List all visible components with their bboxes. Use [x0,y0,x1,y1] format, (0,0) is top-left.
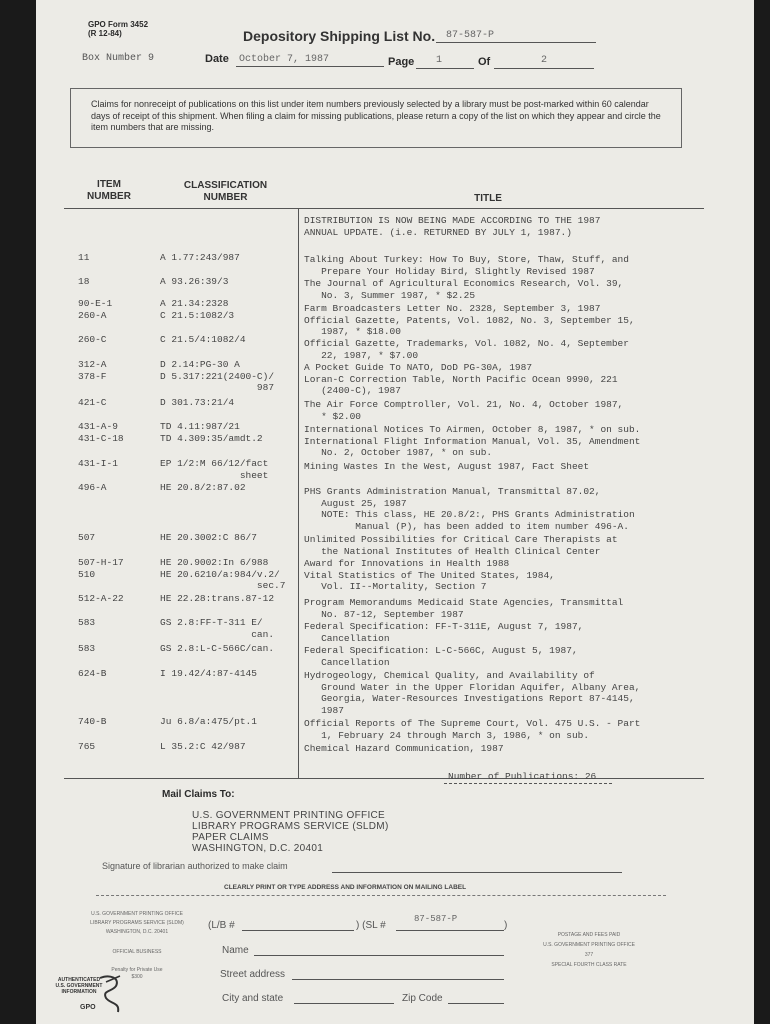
lb-label: (L/B # [208,920,235,931]
gpo-eagle-icon [94,972,130,1018]
page-title: Depository Shipping List No. [243,28,436,44]
row-item: 260-C [78,334,107,345]
cut-line [96,895,666,896]
row-item: 507-H-17 510 [78,557,124,580]
row-class: HE 20.9002:In 6/988 HE 20.6210/a:984/v.2/ sec.7 [160,557,286,591]
row-title: Chemical Hazard Communication, 1987 [304,743,504,754]
street-label: Street address [220,969,286,980]
row-class: C 21.5/4:1082/4 [160,334,246,345]
row-class: D 301.73:21/4 [160,397,235,408]
date-label: Date [205,53,229,65]
row-item: 431-A-9 431-C-18 [78,421,124,444]
row-title: Federal Specification: FF-T-311E, August 7, 1987, Cancellation [304,621,584,644]
row-item: 507 [78,532,96,543]
row-item: 740-B [78,716,107,727]
list-number: 87-587-P [446,30,495,41]
row-item: 583 [78,643,96,654]
postage-indicia: POSTAGE AND FEES PAID U.S. GOVERNMENT PRINTING OFFICE 377 SPECIAL FOURTH CLASS RATE [543,932,635,968]
row-title: Program Memorandums Medicaid State Agencies, Transmittal No. 87-12, September 1987 [304,597,624,620]
sl-label: ) (SL # [356,920,386,931]
row-title: A Pocket Guide To NATO, DoD PG-30A, 1987 Loran-C Correction Table, North Pacific Ocean 9990, 221 (2400-C), 1987 [304,362,618,396]
sl-field[interactable] [396,930,504,931]
sender-address: U.S. GOVERNMENT PRINTING OFFICE LIBRARY PROGRAMS SERVICE (SLDM) WASHINGTON, D.C. 20401 [90,911,184,935]
row-title: The Air Force Comptroller, Vol. 21, No. 4, October 1987, * $2.00 [304,399,624,422]
signature-line[interactable] [332,872,622,873]
box-number: Box Number 9 [82,53,155,64]
row-class: GS 2.8:L-C-566C/can. [160,643,275,654]
claims-notice-text: Claims for nonreceipt of publications on this list under item numbers previously selected by a library must be post-marked within 60 calendar days of receipt of this shipment. When filing a claim for missing publications, please return a copy of the list on which they appear and circle the item numbers that are missing. [91,99,661,132]
row-class: I 19.42/4:87-4145 [160,668,257,679]
row-title: Official Gazette, Trademarks, Vol. 1082, No. 4, September 22, 1987, * $7.00 [304,338,629,361]
row-title: Talking About Turkey: How To Buy, Store, Thaw, Stuff, and Prepare Your Holiday Bird, Slightly Revised 1987 [304,254,629,277]
row-item: 312-A 378-F [78,359,107,382]
page-underline [416,68,474,69]
shipping-list-page [36,0,754,1024]
row-class: GS 2.8:FF-T-311 E/ can. [160,617,275,640]
title-header: TITLE [474,193,502,204]
claims-notice-box [70,88,682,148]
row-item: 624-B [78,668,107,679]
mail-address: U.S. GOVERNMENT PRINTING OFFICE LIBRARY PROGRAMS SERVICE (SLDM) PAPER CLAIMS WASHINGTON, D.C. 20401 [192,810,389,854]
classification-header: CLASSIFICATION NUMBER [183,180,268,203]
row-title: Federal Specification: L-C-566C, August 5, 1987, Cancellation [304,645,578,668]
row-class: Ju 6.8/a:475/pt.1 [160,716,257,727]
city-label: City and state [222,993,284,1004]
row-class: HE 22.28:trans.87-12 [160,593,275,604]
row-class: EP 1/2:M 66/12/fact sheet [160,458,269,481]
row-item: 18 [78,276,90,287]
sl-value: 87-587-P [414,914,458,924]
page-value: 1 [436,55,443,66]
form-number: GPO Form 3452 (R 12-84) [88,20,149,38]
row-title: International Notices To Airmen, October 8, 1987, * on sub. International Flight Information Manual, Vol. 35, Amendment No. 2, October 1987, * on sub. [304,424,641,458]
of-label: Of [478,56,491,68]
distribution-note: DISTRIBUTION IS NOW BEING MADE ACCORDING TO THE 1987 ANNUAL UPDATE. (i.e. RETURNED BY JULY 1, 1987.) [304,215,601,238]
row-item: 765 [78,741,96,752]
of-value: 2 [541,55,548,66]
gpo-logo: AUTHENTICATED U.S. GOVERNMENT INFORMATION [55,977,103,995]
mail-claims-label: Mail Claims To: [162,789,235,800]
row-title: Award for Innovations in Health 1988 Vital Statistics of The United States, 1984, Vol. II--Mortality, Section 7 [304,558,555,592]
signature-label: Signature of librarian authorized to make claim [102,861,288,871]
row-item: 583 [78,617,96,628]
row-title: Farm Broadcasters Letter No. 2328, September 3, 1987 Official Gazette, Patents, Vol. 1082, No. 3, September 15, 1987, * $18.00 [304,303,635,337]
row-item: 90-E-1 260-A [78,298,113,321]
row-class: A 93.26:39/3 [160,276,229,287]
clearly-print-note: CLEARLY PRINT OR TYPE ADDRESS AND INFORMATION ON MAILING LABEL [224,884,467,891]
row-item: 11 [78,252,90,263]
row-title: Hydrogeology, Chemical Quality, and Availability of Ground Water in the Upper Floridan Aquifer, Albany Area, Georgia, Water-Resources Investigations Report 87-4145, 1987 [304,670,641,716]
table-top-rule [64,208,704,209]
gpo-logo-text: GPO [80,1004,96,1011]
date-underline [236,66,384,67]
zip-field[interactable] [448,1003,504,1004]
name-label: Name [222,945,249,956]
page-label: Page [388,56,415,68]
row-class: HE 20.8/2:87.02 [160,482,246,493]
zip-label: Zip Code [402,993,443,1004]
row-class: L 35.2:C 42/987 [160,741,246,752]
of-underline [494,68,594,69]
row-title: PHS Grants Administration Manual, Transmittal 87.02, August 25, 1987 NOTE: This class, HE 20.8/2:, PHS Grants Administration Manual (P), has been added to item number 496-A. [304,486,635,532]
row-class: HE 20.3002:C 86/7 [160,532,257,543]
item-number-header: ITEM NUMBER [87,179,131,202]
row-title: Unlimited Possibilities for Critical Care Therapists at the National Institutes of Health Clinical Center [304,534,618,557]
row-item: 421-C [78,397,107,408]
lb-field[interactable] [242,930,354,931]
sl-close-paren: ) [504,920,508,931]
row-title: Mining Wastes In the West, August 1987, Fact Sheet [304,461,590,472]
row-item: 512-A-22 [78,593,124,604]
table-bottom-rule [64,778,704,779]
list-number-underline [436,42,596,43]
table-column-divider [298,208,299,778]
official-business: OFFICIAL BUSINESS [112,949,162,955]
street-field[interactable] [292,979,504,980]
date-value: October 7, 1987 [239,54,330,65]
name-field[interactable] [254,955,504,956]
row-class: A 1.77:243/987 [160,252,240,263]
row-item: 431-I-1 [78,458,118,469]
row-item: 496-A [78,482,107,493]
row-class: A 21.34:2328 C 21.5:1082/3 [160,298,235,321]
row-class: TD 4.11:987/21 TD 4.309:35/amdt.2 [160,421,263,444]
city-field[interactable] [294,1003,394,1004]
penalty-notice: Penalty for Private Use $300 [111,967,163,980]
publication-count: Number of Publications: 26 [448,771,597,782]
row-title: Official Reports of The Supreme Court, Vol. 475 U.S. - Part 1, February 24 through March 3, 1986, * on sub. [304,718,641,741]
row-class: D 2.14:PG-30 A D 5.317:221(2400-C)/ 987 [160,359,275,393]
row-title: The Journal of Agricultural Economics Research, Vol. 39, No. 3, Summer 1987, * $2.25 [304,278,624,301]
publication-count-underline [444,783,612,784]
